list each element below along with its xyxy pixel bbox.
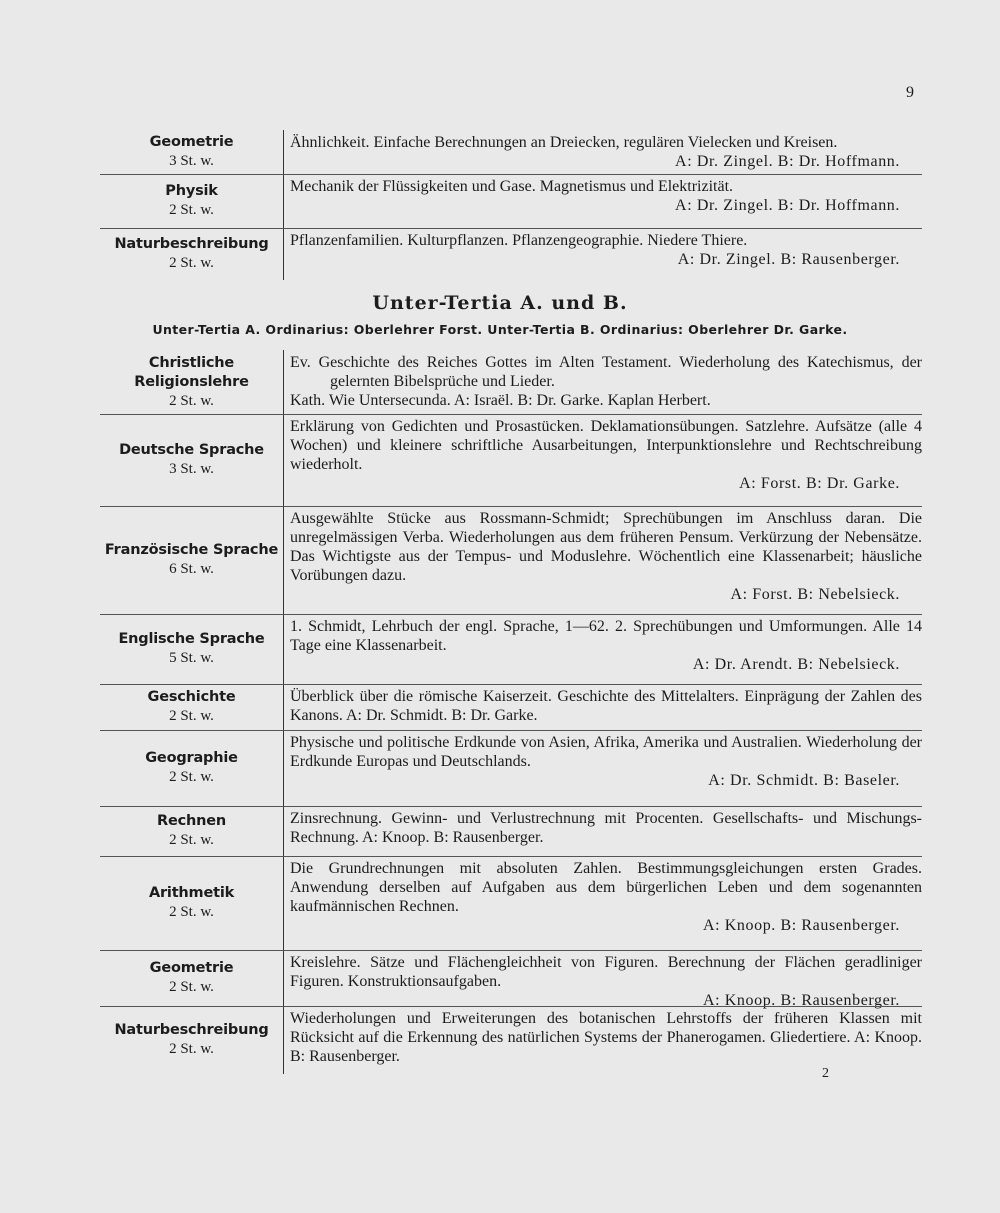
subject-name: Naturbeschreibung	[114, 1022, 269, 1038]
subject-name: Christliche Religionslehre	[134, 354, 249, 390]
subject-hours: 2 St. w.	[169, 708, 214, 724]
subject-hours: 2 St. w.	[169, 904, 214, 920]
content-text: Wiederholungen und Erweiterungen des botanischen Lehrstoffs der früheren Klassen mit Rücksicht auf die Erkennung des natürlichen Systems der Phanerogamen. Gliedertiere. A: Knoop. B: Rausenberger.	[290, 1010, 922, 1065]
content-cell	[283, 414, 922, 506]
subject-cell	[100, 350, 283, 414]
subject-cell	[100, 806, 283, 856]
teachers-line: A: Knoop. B: Rausenberger.	[702, 992, 900, 1009]
subject-name: Deutsche Sprache	[119, 442, 264, 458]
teachers-line: A: Dr. Zingel. B: Dr. Hoffmann.	[675, 153, 900, 170]
subject-cell	[100, 228, 283, 280]
subject-cell	[100, 856, 283, 950]
content-cell	[283, 950, 922, 1009]
table-row	[100, 614, 922, 684]
subject-name: Rechnen	[157, 813, 226, 829]
table-row	[100, 174, 922, 228]
table-row	[100, 506, 922, 614]
content-cell	[283, 228, 922, 280]
content-text: Erklärung von Gedichten und Prosastücken. Deklamationsübungen. Satzlehre. Aufsätze (alle 4 Wochen) und kleinere schriftliche Ausarbeitungen, Interpunktionslehre und Rechtschreibung wiederholt.	[290, 418, 922, 473]
table-row	[100, 414, 922, 506]
subject-name: Arithmetik	[148, 885, 235, 901]
teachers-line: A: Forst. B: Nebelsieck.	[730, 586, 900, 603]
table-row	[100, 806, 922, 856]
subject-cell	[100, 1006, 283, 1074]
subject-hours: 3 St. w.	[169, 461, 214, 477]
subject-hours: 5 St. w.	[169, 650, 214, 666]
teachers-line: A: Forst. B: Dr. Garke.	[739, 475, 900, 492]
table-row	[100, 350, 922, 414]
subject-name: Naturbeschreibung	[114, 236, 269, 252]
table-row	[100, 856, 922, 950]
subject-hours: 2 St. w.	[169, 202, 214, 218]
page-number: 9	[906, 84, 914, 101]
content-text: Die Grundrechnungen mit absoluten Zahlen. Bestimmungsgleichungen ersten Grades. Anwendung derselben auf Aufgaben aus dem bürgerlichen Leben und dem sogenannten kaufmännischen Rechnen.	[290, 860, 922, 915]
table-row	[100, 130, 922, 174]
content-cell	[283, 506, 922, 614]
subject-name: Geometrie	[149, 960, 234, 976]
content-text: 1. Schmidt, Lehrbuch der engl. Sprache, 1—62. 2. Sprechübungen und Umformungen. Alle 14 Tage eine Klassenarbeit.	[290, 618, 922, 654]
subject-cell	[100, 684, 283, 730]
subject-hours: 2 St. w.	[169, 392, 214, 409]
content-text: Ähnlichkeit. Einfache Berechnungen an Dreiecken, regulären Vielecken und Kreisen.	[290, 134, 838, 151]
content-cell	[283, 856, 922, 950]
content-text: Pflanzenfamilien. Kulturpflanzen. Pflanzengeographie. Niedere Thiere.	[290, 232, 748, 249]
subject-name: Französische Sprache	[104, 542, 279, 558]
signature-mark: 2	[822, 1066, 829, 1081]
subject-hours: 2 St. w.	[169, 769, 214, 785]
content-cell	[283, 174, 922, 228]
section-heading: Unter-Tertia A. und B.	[372, 292, 628, 314]
subject-cell	[100, 506, 283, 614]
teachers-line: A: Dr. Arendt. B: Nebelsieck.	[692, 656, 900, 673]
content-cell	[283, 1006, 922, 1074]
subject-name: Geometrie	[149, 134, 234, 150]
table-row	[100, 228, 922, 280]
table-row	[100, 684, 922, 730]
content-text: Kath. Wie Untersecunda. A: Israël. B: Dr. Garke. Kaplan Herbert.	[290, 392, 711, 409]
subject-cell	[100, 174, 283, 228]
subject-hours: 2 St. w.	[169, 255, 214, 271]
content-cell	[283, 614, 922, 684]
content-cell	[283, 806, 922, 856]
teachers-line: A: Dr. Zingel. B: Dr. Hoffmann.	[675, 197, 900, 214]
teachers-line: A: Dr. Zingel. B: Rausenberger.	[677, 251, 900, 268]
subject-hours: 2 St. w.	[169, 979, 214, 995]
subject-cell	[100, 614, 283, 684]
teachers-line: A: Dr. Schmidt. B: Baseler.	[708, 772, 900, 789]
content-text: Physische und politische Erdkunde von Asien, Afrika, Amerika und Australien. Wiederholung der Erdkunde Europas und Deutschlands.	[290, 734, 922, 770]
content-text: Kreislehre. Sätze und Flächengleichheit von Figuren. Berechnung der Flächen geradliniger Figuren. Konstruktionsaufgaben.	[290, 954, 922, 990]
main-table	[100, 350, 922, 1074]
subject-name: Physik	[165, 183, 218, 199]
content-cell	[283, 684, 922, 730]
subject-name: Geschichte	[147, 689, 236, 705]
top-table	[100, 130, 922, 280]
table-row	[100, 1006, 922, 1074]
content-text: Ausgewählte Stücke aus Rossmann-Schmidt; Sprechübungen im Anschluss daran. Die unregelmässigen Verba. Wiederholungen aus dem früheren Pensum. Verkürzung der Nebensätze. Das Wichtigste aus der Tempus- und Moduslehre. Wöchentlich eine Klassenarbeit; häusliche Vorübungen dazu.	[290, 510, 922, 584]
subject-hours: 2 St. w.	[169, 1041, 214, 1057]
content-cell	[283, 730, 922, 806]
content-text: Ev. Geschichte des Reiches Gottes im Alten Testament. Wiederholung des Katechismus, der gelernten Bibelsprüche und Lieder.	[290, 354, 922, 390]
content-text: Überblick über die römische Kaiserzeit. Geschichte des Mittelalters. Einprägung der Zahlen des Kanons. A: Dr. Schmidt. B: Dr. Garke.	[290, 688, 922, 724]
teachers-line: A: Knoop. B: Rausenberger.	[702, 917, 900, 934]
subject-hours: 2 St. w.	[169, 832, 214, 848]
subject-cell	[100, 414, 283, 506]
content-cell	[283, 130, 922, 174]
subject-hours: 3 St. w.	[169, 153, 214, 169]
subject-name: Englische Sprache	[118, 631, 265, 647]
content-text: Zinsrechnung. Gewinn- und Verlustrechnung mit Procenten. Gesellschafts- und Mischungs-Rechnung. A: Knoop. B: Rausenberger.	[290, 810, 922, 846]
subject-cell	[100, 130, 283, 174]
subject-cell	[100, 950, 283, 1006]
subject-name: Geographie	[145, 750, 238, 766]
subject-cell	[100, 730, 283, 806]
subject-hours: 6 St. w.	[169, 561, 214, 577]
content-text: Mechanik der Flüssigkeiten und Gase. Magnetismus und Elektrizität.	[290, 178, 734, 195]
table-row	[100, 950, 922, 1009]
content-cell	[283, 350, 922, 414]
ordinarius-line: Unter-Tertia A. Ordinarius: Oberlehrer Forst. Unter-Tertia B. Ordinarius: Oberlehrer Dr. Garke.	[152, 322, 848, 337]
table-row	[100, 730, 922, 806]
